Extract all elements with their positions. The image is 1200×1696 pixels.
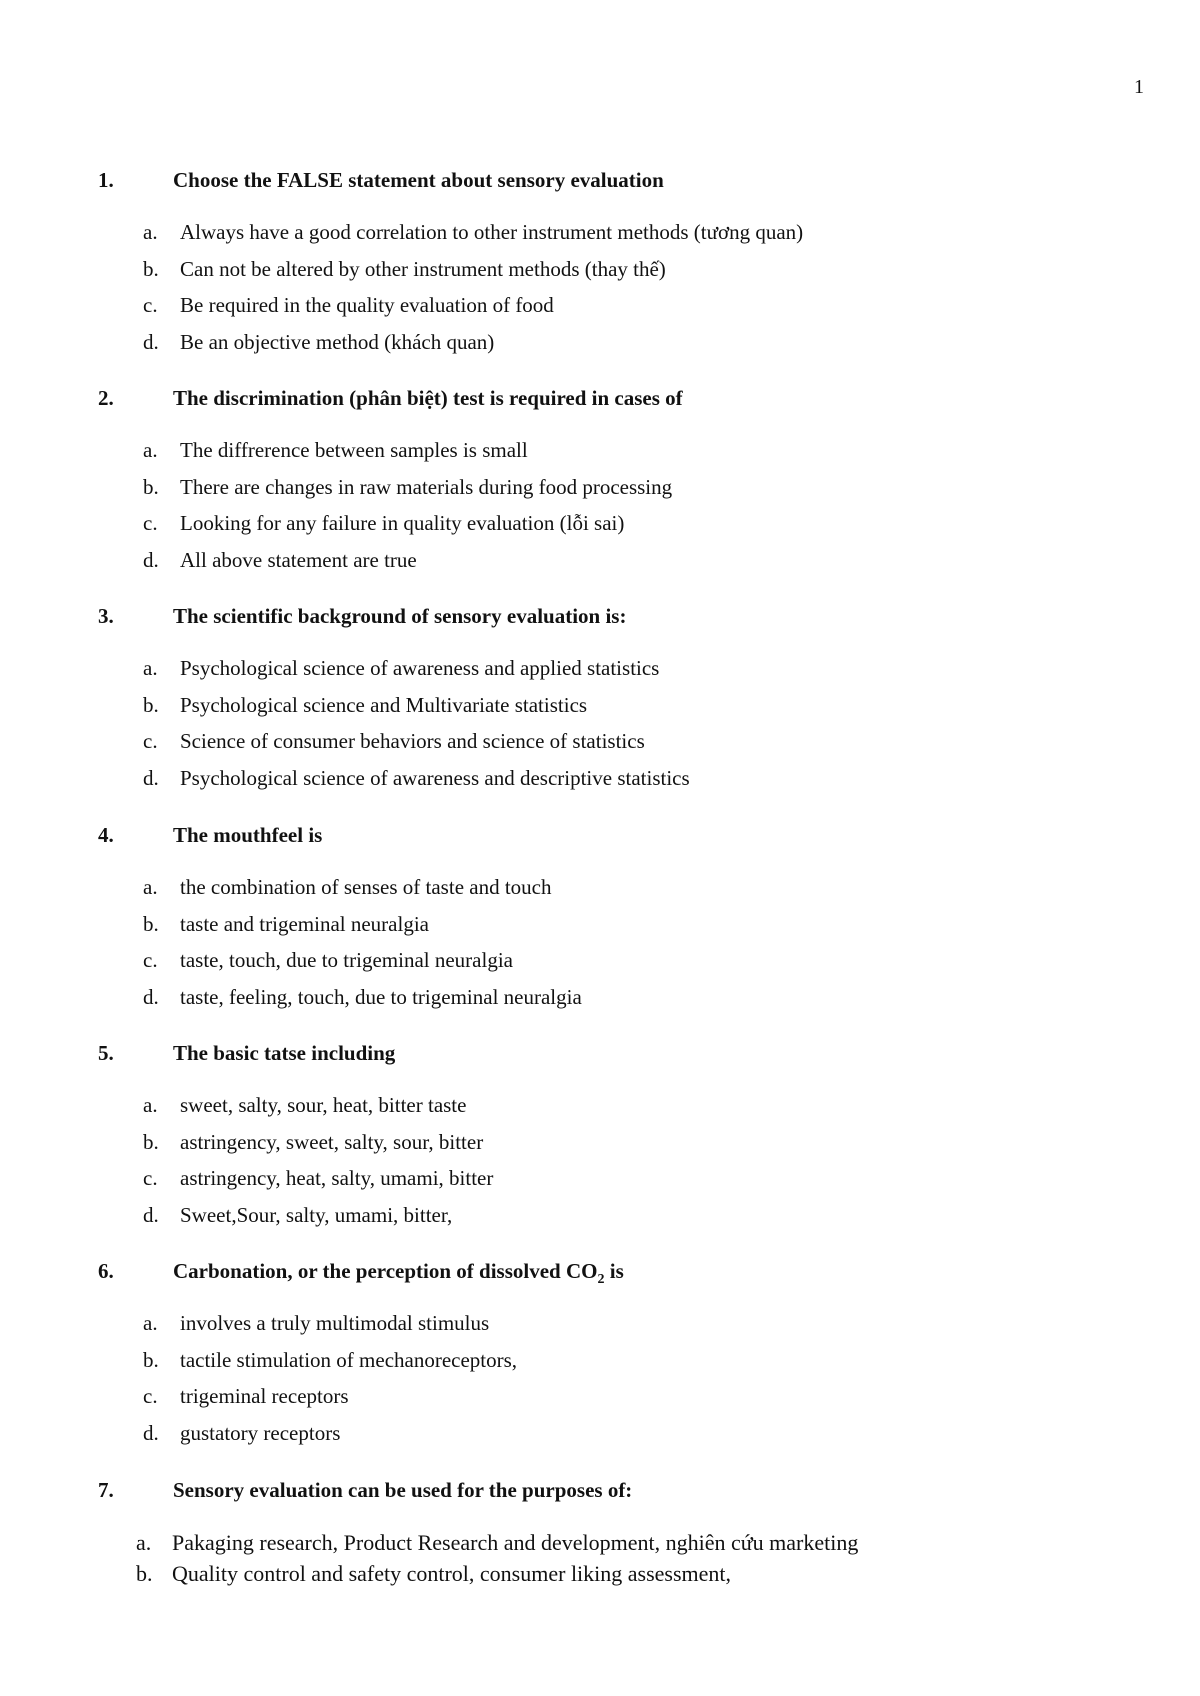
option-list: [0, 1311, 1200, 1457]
option-text: taste, touch, due to trigeminal neuralgia: [180, 948, 513, 972]
option-text: Always have a good correlation to other instrument methods (tương quan): [180, 220, 804, 244]
option-text: astringency, sweet, salty, sour, bitter: [180, 1129, 484, 1154]
option-b: [0, 475, 1200, 512]
option-c: [0, 293, 1200, 330]
option-a: [0, 656, 1200, 693]
question-number: 2.: [98, 386, 114, 410]
option-text: Science of consumer behaviors and science of statistics: [180, 729, 645, 753]
option-text: taste and trigeminal neuralgia: [180, 911, 429, 936]
question-text: The mouthfeel is: [173, 823, 323, 847]
option-letter: d.: [143, 329, 159, 354]
option-list: [0, 1530, 1200, 1592]
option-a: [0, 438, 1200, 475]
option-d: [0, 985, 1200, 1022]
option-letter: a.: [143, 1093, 158, 1117]
option-letter: c.: [143, 1166, 158, 1190]
option-a: [0, 1093, 1200, 1130]
question-text: [173, 1259, 624, 1288]
option-a: [0, 220, 1200, 257]
option-c: [0, 948, 1200, 985]
option-b: [0, 1130, 1200, 1167]
option-text: Looking for any failure in quality evaluation (lỗi sai): [180, 511, 625, 535]
question-number: 1.: [98, 168, 114, 192]
option-list: [0, 1093, 1200, 1239]
question-heading: [0, 1041, 1200, 1071]
option-d: [0, 1203, 1200, 1240]
option-letter: b.: [143, 911, 159, 936]
option-text: the combination of senses of taste and touch: [180, 875, 552, 899]
option-text: There are changes in raw materials during food processing: [180, 474, 673, 499]
option-letter: a.: [136, 1530, 152, 1555]
option-d: [0, 330, 1200, 367]
option-text: Be an objective method (khách quan): [180, 329, 495, 354]
option-c: [0, 1166, 1200, 1203]
option-letter: b.: [143, 474, 159, 499]
question-1: [0, 168, 1200, 366]
option-letter: c.: [143, 729, 158, 753]
option-text: astringency, heat, salty, umami, bitter: [180, 1166, 494, 1190]
option-c: [0, 1384, 1200, 1421]
option-text: Sweet,Sour, salty, umami, bitter,: [180, 1202, 453, 1227]
question-number: 3.: [98, 604, 114, 628]
question-5: [0, 1041, 1200, 1239]
option-text: Psychological science and Multivariate statistics: [180, 692, 588, 717]
option-list: [0, 220, 1200, 366]
option-letter: c.: [143, 293, 158, 317]
option-b: [0, 257, 1200, 294]
option-letter: a.: [143, 875, 158, 899]
option-b: [0, 693, 1200, 730]
option-letter: c.: [143, 1384, 158, 1408]
question-heading: [0, 823, 1200, 853]
question-text: The discrimination (phân biệt) test is required in cases of: [173, 386, 683, 410]
option-d: [0, 766, 1200, 803]
question-number: 5.: [98, 1041, 114, 1065]
option-text: taste, feeling, touch, due to trigeminal neuralgia: [180, 984, 582, 1009]
option-letter: a.: [143, 438, 158, 462]
question-4: [0, 823, 1200, 1021]
question-number: 7.: [98, 1478, 114, 1502]
option-c: [0, 511, 1200, 548]
option-text: Pakaging research, Product Research and development, nghiên cứu marketing: [172, 1530, 859, 1555]
option-a: [0, 875, 1200, 912]
question-3: [0, 604, 1200, 802]
option-text: gustatory receptors: [180, 1420, 341, 1445]
option-list: [0, 656, 1200, 802]
option-letter: d.: [143, 984, 159, 1009]
question-heading: [0, 386, 1200, 416]
subscript-2: 2: [597, 1272, 605, 1288]
option-b: [0, 1561, 1200, 1592]
question-text: The basic tatse including: [173, 1041, 396, 1065]
question-text-end: is: [604, 1259, 624, 1283]
option-text: The diffrerence between samples is small: [180, 438, 528, 462]
option-c: [0, 729, 1200, 766]
question-6: [0, 1259, 1200, 1457]
question-number: 6.: [98, 1259, 114, 1283]
question-text: Choose the FALSE statement about sensory evaluation: [173, 168, 664, 192]
option-text: Can not be altered by other instrument methods (thay thế): [180, 256, 666, 281]
option-list: [0, 875, 1200, 1021]
question-2: [0, 386, 1200, 584]
option-letter: d.: [143, 1202, 159, 1227]
option-letter: b.: [143, 1347, 159, 1372]
question-heading: [0, 168, 1200, 198]
question-text: The scientific background of sensory evaluation is:: [173, 604, 627, 628]
option-list: [0, 438, 1200, 584]
page-number: 1: [1134, 76, 1144, 98]
question-7: [0, 1478, 1200, 1592]
question-heading: [0, 1259, 1200, 1289]
option-letter: b.: [136, 1561, 153, 1586]
option-letter: c.: [143, 511, 158, 535]
option-letter: b.: [143, 692, 159, 717]
option-letter: d.: [143, 547, 159, 572]
option-text: involves a truly multimodal stimulus: [180, 1311, 490, 1335]
question-heading: [0, 604, 1200, 634]
option-a: [0, 1311, 1200, 1348]
option-a: [0, 1530, 1200, 1561]
option-letter: a.: [143, 656, 158, 680]
option-letter: c.: [143, 948, 158, 972]
question-number: 4.: [98, 823, 114, 847]
option-letter: a.: [143, 220, 158, 244]
option-text: tactile stimulation of mechanoreceptors,: [180, 1347, 518, 1372]
question-text-main: Carbonation, or the perception of dissolved CO: [173, 1259, 598, 1283]
option-b: [0, 912, 1200, 949]
option-b: [0, 1348, 1200, 1385]
question-heading: [0, 1478, 1200, 1508]
option-text: Quality control and safety control, consumer liking assessment,: [172, 1561, 732, 1586]
option-text: Psychological science of awareness and descriptive statistics: [180, 765, 690, 790]
option-letter: a.: [143, 1311, 158, 1335]
option-d: [0, 548, 1200, 585]
option-d: [0, 1421, 1200, 1458]
option-text: Be required in the quality evaluation of food: [180, 293, 554, 317]
option-text: Psychological science of awareness and applied statistics: [180, 656, 660, 680]
option-text: All above statement are true: [180, 547, 417, 572]
option-letter: d.: [143, 765, 159, 790]
option-letter: b.: [143, 256, 159, 281]
option-letter: b.: [143, 1129, 159, 1154]
option-letter: d.: [143, 1420, 159, 1445]
option-text: trigeminal receptors: [180, 1384, 349, 1408]
option-text: sweet, salty, sour, heat, bitter taste: [180, 1093, 467, 1117]
question-text: Sensory evaluation can be used for the purposes of:: [173, 1478, 633, 1502]
